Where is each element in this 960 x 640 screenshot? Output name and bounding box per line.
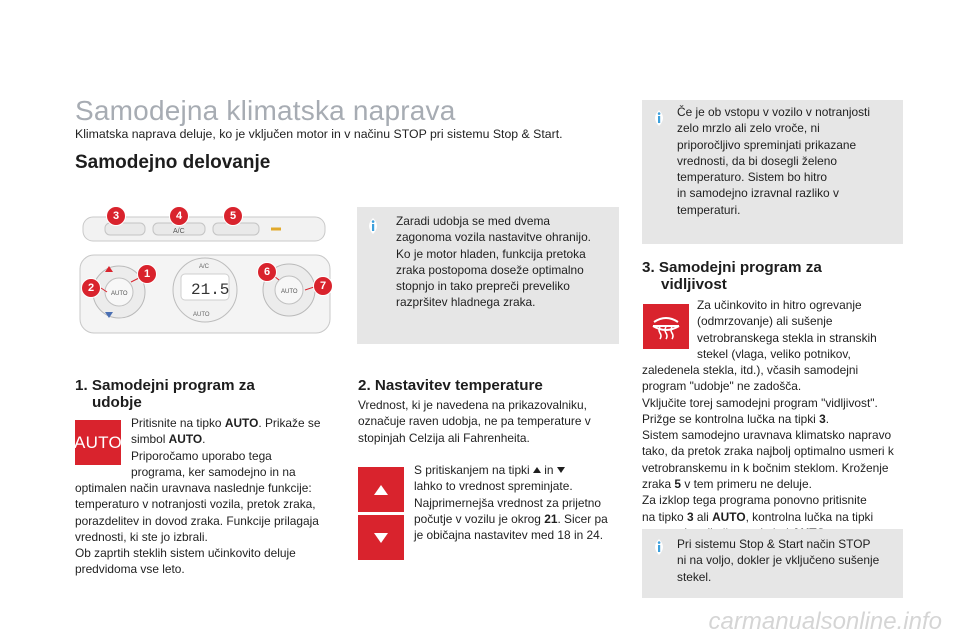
note2-line: priporočljivo spreminjati prikazane [677, 137, 857, 152]
sec3-line: Za izklop tega programa ponovno pritisnite [642, 493, 867, 508]
panel-ac-label: A/C [173, 228, 185, 235]
sec1-text: . Prikaže se [258, 416, 321, 430]
defrost-icon [643, 304, 689, 349]
sec3-title [642, 259, 822, 293]
sec1-title-line2: udobje [92, 394, 142, 411]
sec3-line: na tipko [642, 509, 687, 524]
sec2-text: lahko to vrednost spreminjate. [414, 479, 573, 494]
note1-line: zagonoma vozila nastavitve ohranijo. [396, 230, 591, 245]
svg-text:AUTO: AUTO [281, 289, 298, 295]
note1-line: stopnjo in tako prepreči preveliko [396, 279, 570, 294]
sec1-line: Ob zaprtih steklih sistem učinkovito deluje [75, 546, 296, 561]
info-icon [651, 538, 667, 556]
sec2-text: je običajna nastavitev med 18 in 24. [414, 528, 604, 543]
note2-line: temperaturi. [677, 202, 741, 217]
sec3-line: zraka [642, 477, 675, 492]
sec3-line: v tem primeru ne deluje. [681, 477, 812, 492]
sec1-text: Pritisnite na tipko [131, 416, 225, 430]
sec3-line: Vključite torej samodejni program "vidljivost". [642, 395, 878, 410]
sec3-bold: 3 [686, 509, 694, 524]
info-icon [365, 217, 381, 235]
sec1-line: predvidoma vse leto. [75, 562, 185, 577]
note-box-1 [357, 207, 619, 344]
note1-line: Zaradi udobja se med dvema [396, 214, 551, 228]
callout-1: 1 [137, 264, 157, 284]
sec1-title-line1: 1. Samodejni program za [75, 377, 255, 394]
sec1-bold: AUTO [168, 432, 203, 447]
sec3-text: vetrobranskega stekla in stranskih [697, 330, 877, 345]
callout-6: 6 [257, 262, 277, 282]
sec2-text: S pritiskanjem na tipki [414, 463, 533, 477]
info-icon [651, 109, 667, 127]
sec3-line: Prižge se kontrolna lučka na tipki [642, 411, 820, 426]
sec3-line: tako, da pretok zraka najbolj optimalno usmeri k [642, 444, 894, 459]
note-box-3 [642, 529, 903, 598]
sec2-title: 2. Nastavitev temperature [358, 377, 543, 394]
sec1-text: programa, ker samodejno in na [131, 464, 296, 479]
sec3-bold: AUTO [712, 509, 746, 524]
sec1-line: porazdelitev in dovod zraka. Funkcije prilagaja [75, 513, 319, 528]
sec2-text: Najprimernejša vrednost za prijetno [414, 495, 602, 510]
sec1-title [75, 377, 255, 411]
sec3-line: . [825, 411, 830, 426]
sec3-line: , kontrolna lučka na tipki [745, 509, 874, 524]
sec1-bold: AUTO [224, 416, 259, 430]
sec1-line: temperaturo v notranjosti vozila, pretok zraka, [75, 497, 316, 512]
sec1-text: . [202, 432, 206, 447]
climate-panel-illustration [75, 200, 335, 340]
note2-line: temperaturo. Sistem bo hitro [677, 170, 828, 185]
svg-text:A/C: A/C [199, 264, 210, 270]
svg-text:21.5: 21.5 [191, 281, 230, 299]
sec3-bold: 3 [819, 411, 826, 426]
sec3-title-line2: vidljivost [661, 276, 727, 293]
svg-text:AUTO: AUTO [111, 291, 128, 297]
temp-down-button-icon [358, 515, 404, 560]
temp-up-button-icon [358, 467, 404, 512]
sec3-line: Sistem samodejno uravnava klimatsko napravo [642, 428, 892, 443]
sec3-text: stekel (vlaga, veliko potnikov, [697, 346, 851, 361]
arrow-down-icon [374, 533, 388, 543]
sec1-text: Priporočamo uporabo tega [131, 448, 272, 463]
sec3-line: program "udobje" ne zadošča. [642, 379, 802, 394]
note1-line: zraka postopoma doseže optimalno [396, 262, 584, 277]
callout-4: 4 [169, 206, 189, 226]
sec1-line: vrednosti, ki ste jo izbrali. [75, 529, 208, 544]
note1-line: Ko je motor hladen, funkcija pretoka [396, 246, 586, 261]
section-title: Samodejno delovanje [75, 152, 271, 173]
auto-button-icon [75, 420, 121, 465]
callout-7: 7 [313, 276, 333, 296]
note2-line: Če je ob vstopu v vozilo v notranjosti [677, 105, 870, 119]
sec3-bold: 5 [674, 477, 682, 492]
auto-button-label: AUTO [73, 432, 123, 452]
sec2-intro-line: Vrednost, ki je navedena na prikazovalniku, [358, 398, 587, 412]
callout-3: 3 [106, 206, 126, 226]
page-subtitle: Klimatska naprava deluje, ko je vključen motor in v načinu STOP pri sistemu Stop & Start. [75, 127, 563, 141]
sec3-text: (odmrzovanje) ali sušenje [697, 314, 833, 329]
sec2-text: . Sicer pa [557, 511, 608, 526]
svg-text:AUTO: AUTO [193, 312, 210, 318]
sec1-text: simbol [131, 432, 169, 447]
sec3-line: vetrobranskemu in k bočnim steklom. Kroženje [642, 460, 889, 475]
arrow-up-icon [374, 485, 388, 495]
sec3-text: Za učinkovito in hitro ogrevanje [697, 298, 862, 312]
sec2-intro-line: označuje raven udobja, ne pa temperature v [358, 414, 591, 429]
sec2-text: in [540, 463, 557, 477]
sec3-title-line1: 3. Samodejni program za [642, 259, 822, 276]
note3-line: Pri sistemu Stop & Start način STOP [677, 537, 871, 551]
sec2-bold: 21 [544, 511, 558, 526]
note1-line: razpršitev hladnega zraka. [396, 295, 536, 310]
sec3-line: zaledenela stekla, itd.), včasih samodejni [642, 363, 859, 377]
sec2-intro-line: stopinjah Celzija ali Fahrenheita. [358, 430, 530, 445]
callout-5: 5 [223, 206, 243, 226]
defrost-glyph [651, 314, 681, 340]
note3-line: ni na voljo, dokler je vključeno sušenje [677, 553, 880, 568]
sec2-text: počutje v vozilu je okrog [414, 511, 545, 526]
sec3-line: ali [693, 509, 713, 524]
note-box-2 [642, 100, 903, 244]
down-small-icon [557, 467, 565, 473]
callout-2: 2 [81, 278, 101, 298]
note3-line: stekel. [677, 569, 712, 584]
watermark: carmanualsonline.info [708, 608, 942, 635]
page-title: Samodejna klimatska naprava [75, 95, 456, 126]
note2-line: zelo mrzlo ali zelo vroče, ni [677, 121, 820, 136]
sec1-line: optimalen način uravnava naslednje funkcije: [75, 481, 312, 495]
note2-line: in samodejno izravnal razliko v [677, 186, 839, 201]
note2-line: vrednosti, da bi dosegli želeno [677, 153, 837, 168]
up-small-icon [533, 467, 541, 473]
